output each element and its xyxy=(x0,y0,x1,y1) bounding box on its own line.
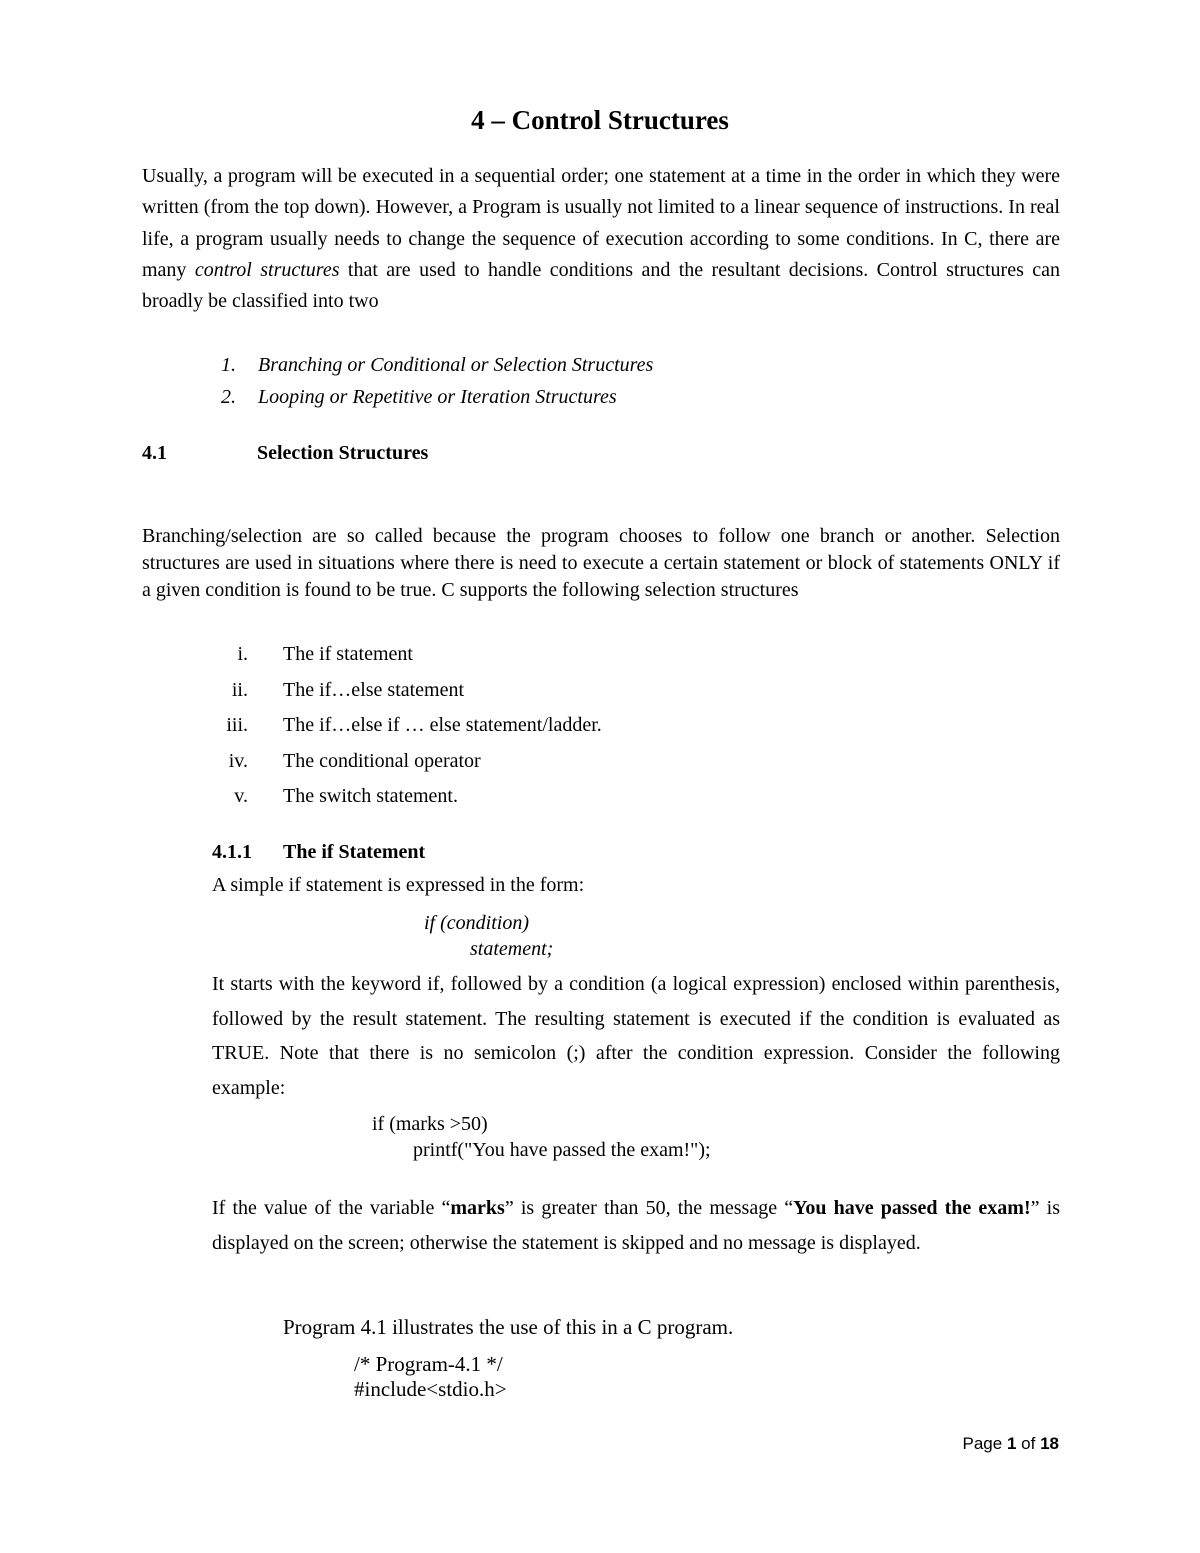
program-intro: Program 4.1 illustrates the use of this in a C program. xyxy=(283,1315,734,1339)
list-item-number: iii. xyxy=(226,714,248,736)
intro-paragraph xyxy=(142,161,1060,317)
syntax-line-1: if (condition) xyxy=(424,912,529,934)
list-item xyxy=(200,779,602,815)
list-item-number: 2. xyxy=(221,385,236,408)
example-line-2: printf("You have passed the exam!"); xyxy=(413,1139,711,1161)
of-word: of xyxy=(1021,1434,1036,1453)
list-item-label: The if statement xyxy=(283,643,413,665)
syntax-line-2: statement; xyxy=(470,938,554,960)
result-text-2: ” is greater than 50, the message “ xyxy=(504,1197,794,1219)
page-footer xyxy=(963,1432,1059,1456)
list-item xyxy=(200,744,602,780)
list-item-number: v. xyxy=(234,785,248,807)
list-item-number: ii. xyxy=(231,678,248,701)
page-total: 18 xyxy=(1040,1434,1059,1453)
list-item-label: The conditional operator xyxy=(283,749,481,772)
result-paragraph xyxy=(212,1191,1060,1260)
code-line-1: /* Program-4.1 */ xyxy=(354,1352,503,1376)
message-text: You have passed the exam! xyxy=(793,1197,1031,1219)
list-item-label: Looping or Repetitive or Iteration Structures xyxy=(258,385,617,408)
subsection-title: The if Statement xyxy=(283,841,426,863)
categories-list xyxy=(221,350,653,413)
section-title: Selection Structures xyxy=(257,442,429,464)
list-item xyxy=(200,673,602,709)
page-word: Page xyxy=(962,1434,1003,1453)
page-title: 4 – Control Structures xyxy=(471,105,729,135)
example-line-1: if (marks >50) xyxy=(372,1113,488,1135)
list-item xyxy=(200,708,602,744)
selection-paragraph: Branching/selection are so called because the program chooses to follow one branch or another. Selection structures are used in situations where there is need to execute a certain statement or block of statements ONLY if a given condition is found to be true. C supports the following selection structures xyxy=(142,525,1060,601)
page-number: 1 xyxy=(1006,1434,1017,1453)
subsection-heading xyxy=(212,837,425,868)
list-item-label: The if…else if … else statement/ladder. xyxy=(283,714,602,736)
list-item xyxy=(200,637,602,673)
list-item xyxy=(221,350,653,382)
list-item xyxy=(221,382,653,414)
list-item-label: The switch statement. xyxy=(283,785,458,807)
subsection-number: 4.1.1 xyxy=(212,841,252,863)
list-item-number: i. xyxy=(237,643,248,665)
variable-name: marks xyxy=(450,1197,505,1219)
list-item-number: 1. xyxy=(221,354,236,376)
list-item-label: Branching or Conditional or Selection Structures xyxy=(258,354,654,376)
intro-text-after: that are used to handle conditions and the resultant decisions. Control structures can broadly be classified into two xyxy=(142,258,1061,313)
form-intro: A simple if statement is expressed in the form: xyxy=(212,874,585,896)
list-item-number: iv. xyxy=(228,749,248,772)
selection-structures-list xyxy=(200,637,602,815)
result-text-1: If the value of the variable “ xyxy=(212,1197,451,1219)
code-line-2: #include<stdio.h> xyxy=(354,1377,507,1401)
section-number: 4.1 xyxy=(142,442,167,464)
intro-text-before: Usually, a program will be executed in a sequential order; one statement at a time in the order in which they were written (from the top down). However, a Program is usually not limited to a linear sequence of instructions. In real life, a program usually needs to change the sequence of execution according to some conditions. In C, there are many xyxy=(142,165,1060,281)
if-explanation-paragraph: It starts with the keyword if, followed by a condition (a logical expression) enclosed within parenthesis, followed by the result statement. The resulting statement is executed if the condition is evaluated as TRUE. Note that there is no semicolon (;) after the condition expression. Consider the following example: xyxy=(212,973,1060,1099)
intro-emphasis: control structures xyxy=(194,258,340,281)
list-item-label: The if…else statement xyxy=(283,678,465,701)
section-heading xyxy=(142,438,428,469)
result-text-3: ” is displayed on the screen; otherwise the statement is skipped and no message is displayed. xyxy=(212,1197,1060,1254)
